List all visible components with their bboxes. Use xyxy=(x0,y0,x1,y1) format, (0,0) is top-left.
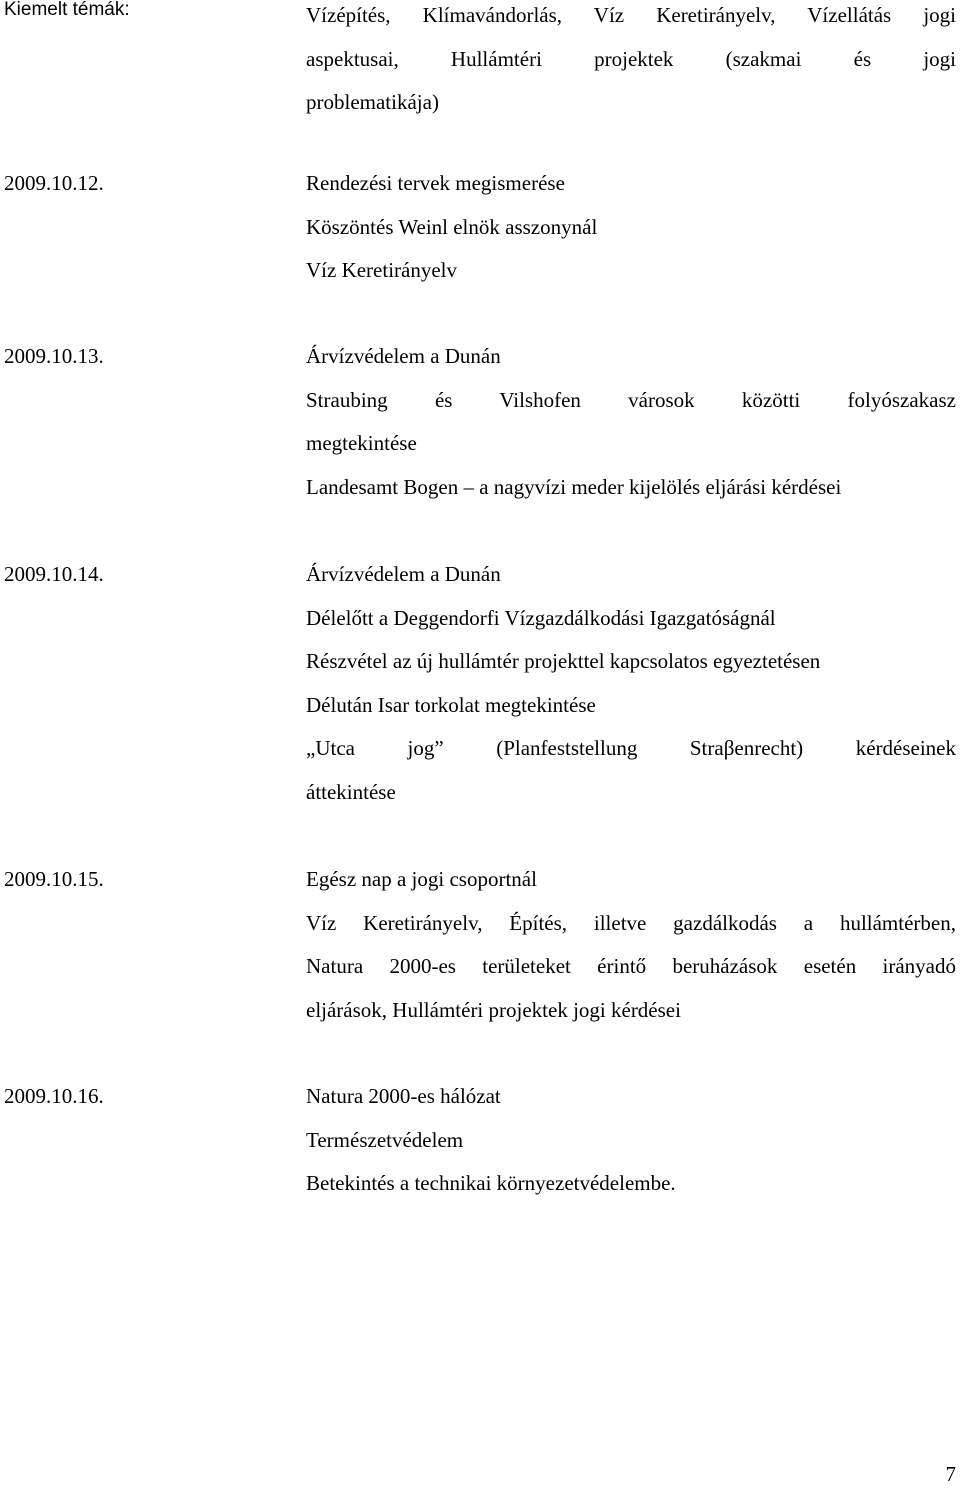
text-line: Natura 2000-es területeket érintő beruházások esetén irányadó xyxy=(306,954,956,978)
text-line: Landesamt Bogen – a nagyvízi meder kijelölés eljárási kérdései xyxy=(306,474,842,499)
text-line: Délelőtt a Deggendorfi Vízgazdálkodási Igazgatóságnál xyxy=(306,605,776,630)
text-line: Árvízvédelem a Dunán xyxy=(306,562,501,586)
text-line: Vízépítés, Klímavándorlás, Víz Keretirányelv, Vízellátás jogi xyxy=(306,3,956,27)
text-line: eljárások, Hullámtéri projektek jogi kérdései xyxy=(306,997,681,1022)
text-line: Délután Isar torkolat megtekintése xyxy=(306,692,596,717)
entry-date: 2009.10.14. xyxy=(4,562,104,586)
text-line: Víz Keretirányelv, Építés, illetve gazdálkodás a hullámtérben, xyxy=(306,910,956,935)
entry-date: 2009.10.12. xyxy=(4,171,104,195)
featured-topics-label: Kiemelt témák: xyxy=(4,0,130,20)
entry-date: 2009.10.15. xyxy=(4,867,104,891)
text-line: Árvízvédelem a Dunán xyxy=(306,344,501,368)
text-line: Betekintés a technikai környezetvédelembe. xyxy=(306,1171,676,1195)
text-line: Straubing és Vilshofen városok közötti folyószakasz xyxy=(306,387,956,412)
entry-description xyxy=(306,858,956,1032)
entry-date: 2009.10.13. xyxy=(4,344,104,368)
text-line: Köszöntés Weinl elnök asszonynál xyxy=(306,214,598,239)
page-number: 7 xyxy=(945,1462,956,1486)
entry-description xyxy=(306,553,956,814)
entry-description xyxy=(306,1075,956,1206)
text-line: megtekintése xyxy=(306,431,417,455)
text-line: „Utca jog” (Planfeststellung Straβenrecht) kérdéseinek xyxy=(306,736,956,760)
text-line: áttekintése xyxy=(306,779,396,804)
featured-topics-text xyxy=(306,0,956,125)
entry-description xyxy=(306,162,956,293)
text-line: Víz Keretirányelv xyxy=(306,258,458,282)
text-line: Természetvédelem xyxy=(306,1127,464,1152)
text-line: problematikája) xyxy=(306,90,439,114)
text-line: Részvétel az új hullámtér projekttel kapcsolatos egyeztetésen xyxy=(306,649,821,673)
text-line: aspektusai, Hullámtéri projektek (szakmai és jogi xyxy=(306,46,956,71)
entry-description xyxy=(306,335,956,509)
text-line: Egész nap a jogi csoportnál xyxy=(306,867,537,891)
text-line: Rendezési tervek megismerése xyxy=(306,171,565,195)
text-line: Natura 2000-es hálózat xyxy=(306,1084,501,1108)
entry-date: 2009.10.16. xyxy=(4,1084,104,1108)
